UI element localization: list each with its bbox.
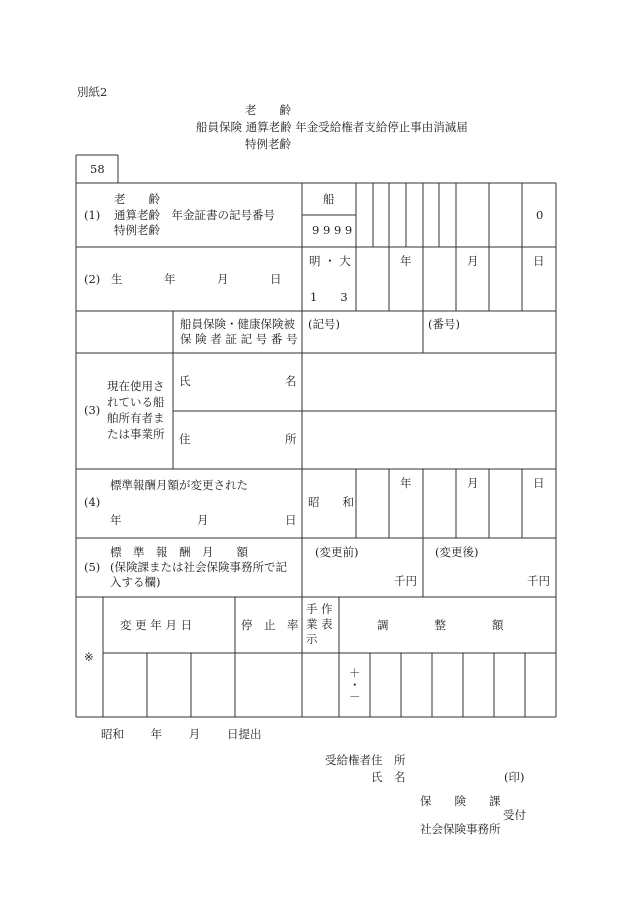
insurance-section-label: 保 険 課 (420, 794, 501, 808)
birth-year-unit: 年 (400, 254, 412, 268)
sign-plus: ＋ (349, 666, 361, 680)
row3-desc-4: たは事業所 (107, 427, 165, 441)
birth-label-tsuki: 月 (217, 272, 229, 286)
form-title: 船員保険 通算老齢 年金受給権者支給停止事由消滅届 (196, 120, 468, 134)
card-label-line2: 保 険 者 証 記 号 番 号 (180, 332, 298, 346)
row3-number: (3) (84, 403, 101, 417)
birth-month-unit: 月 (467, 254, 479, 268)
employer-address-label-l: 住 (179, 432, 191, 446)
card-symbol-field[interactable]: (記号) (308, 317, 340, 331)
employer-name-label-l: 氏 (179, 374, 191, 388)
row3-desc-3: 舶所有者ま (107, 411, 165, 425)
row4-number: (4) (84, 495, 101, 509)
row4-line1: 標準報酬月額が変更された (110, 478, 248, 492)
row3-desc-1: 現在使用さ (107, 379, 165, 393)
title-top: 老 齢 (245, 103, 291, 117)
after-unit: 千円 (527, 574, 550, 588)
row2-number: (2) (84, 272, 101, 286)
birth-day-unit: 日 (533, 254, 545, 268)
change-month-unit: 月 (467, 476, 479, 490)
employer-address-label-r: 所 (285, 432, 297, 446)
birth-label-sei: 生 (111, 272, 123, 286)
manual-header-2: 業 表 (306, 617, 333, 631)
change-era: 昭 和 (308, 495, 354, 509)
title-bottom: 特例老齢 (245, 137, 291, 151)
form-code: 58 (90, 162, 105, 176)
change-year-unit: 年 (400, 476, 412, 490)
received-label: 受付 (503, 808, 526, 822)
birth-label-hi: 日 (270, 272, 282, 286)
birth-era-codes: 1 3 (310, 290, 348, 304)
row3-desc-2: れている船 (107, 395, 165, 409)
seal-mark: (印) (504, 770, 525, 784)
manual-header-1: 手 作 (306, 602, 333, 616)
employer-name-label-r: 名 (285, 374, 297, 388)
before-change-label: (変更前) (315, 545, 359, 559)
row1-number: (1) (84, 208, 101, 222)
row4-nen: 年 (110, 513, 122, 527)
row4-hi: 日 (285, 513, 297, 527)
manual-header-3: 示 (306, 632, 318, 646)
row4-tsuki: 月 (197, 513, 209, 527)
before-unit: 千円 (394, 574, 417, 588)
card-number-field[interactable]: (番号) (428, 317, 460, 331)
pension-prefix-top: 船 (323, 192, 335, 206)
recipient-name-label: 氏 名 (371, 770, 406, 784)
sign-dot: ・ (349, 678, 361, 692)
sign-minus: － (349, 690, 361, 704)
row5-line3: 入する欄) (110, 575, 161, 589)
card-label-line1: 船員保険・健康保険被 (180, 317, 295, 331)
pension-last-digit: 0 (536, 208, 544, 222)
pension-prefix-bottom: 9 9 9 9 (312, 223, 353, 237)
row1-line1: 老 齢 (114, 192, 160, 206)
change-date-header: 変 更 年 月 日 (120, 618, 193, 632)
stop-rate-header: 停 止 率 (241, 618, 299, 632)
row5-number: (5) (84, 560, 101, 574)
birth-era: 明 ・ 大 (309, 254, 351, 268)
office-use-mark: ※ (84, 650, 94, 664)
change-day-unit: 日 (533, 476, 545, 490)
annex-label: 別紙2 (77, 85, 108, 99)
row1-line2: 通算老齢 年金証書の記号番号 (114, 208, 275, 222)
submission-date: 昭和 年 月 日提出 (101, 727, 262, 741)
row5-line1: 標 準 報 酬 月 額 (110, 545, 248, 559)
recipient-address-label: 受給権者住 所 (325, 753, 406, 767)
row5-line2: (保険課または社会保険事務所で記 (110, 560, 287, 574)
adjustment-header: 調 整 額 (377, 618, 504, 632)
row1-line3: 特例老齢 (114, 223, 160, 237)
birth-label-nen: 年 (164, 272, 176, 286)
after-change-label: (変更後) (435, 545, 479, 559)
social-insurance-office-label: 社会保険事務所 (420, 822, 501, 836)
